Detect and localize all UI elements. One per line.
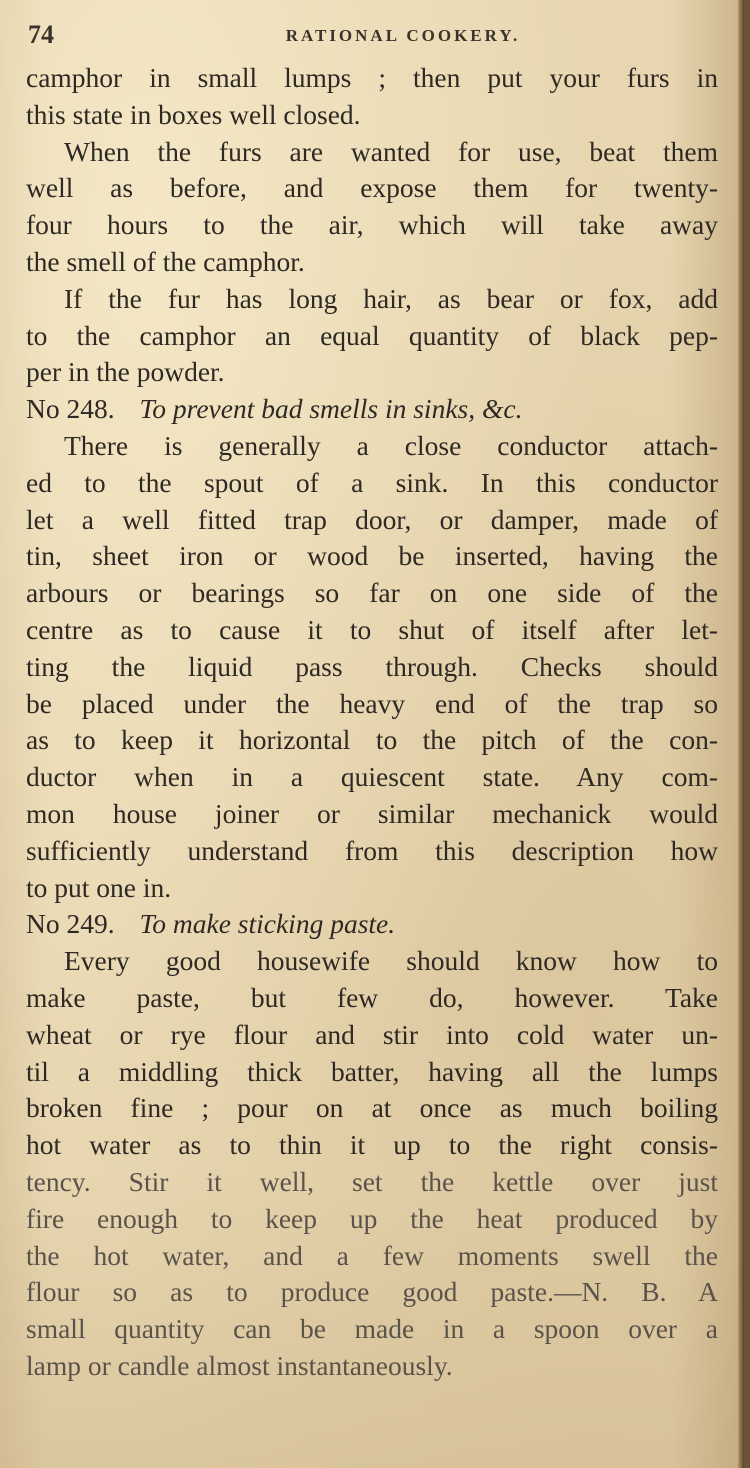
text-line: ed to the spout of a sink. In this conductor (26, 466, 718, 498)
text-line: to the camphor an equal quantity of black pep- (26, 319, 718, 351)
text-line: camphor in small lumps ; then put your furs in (26, 62, 718, 93)
text-line: arbours or bearings so far on one side of the (26, 577, 718, 609)
recipe-number: No 248. (26, 393, 115, 425)
text-line: per in the powder. (26, 356, 225, 388)
text-line: four hours to the air, which will take away (26, 209, 718, 241)
recipe-heading-249 (26, 906, 718, 943)
text-line: til a middling thick batter, having all the lumps (26, 1055, 718, 1087)
recipe-title: To make sticking paste. (139, 908, 396, 940)
text-line: When the furs are wanted for use, beat them (64, 135, 718, 167)
recipe-number: No 249. (26, 908, 115, 940)
text-line: fire enough to keep up the heat produced by (26, 1202, 718, 1234)
recipe-heading-248 (26, 391, 718, 428)
text-line: ductor when in a quiescent state. Any com- (26, 761, 718, 793)
text-line: to put one in. (26, 871, 172, 903)
text-line: centre as to cause it to shut of itself after let- (26, 613, 718, 645)
page-number: 74 (28, 20, 54, 49)
text-line: well as before, and expose them for twenty- (26, 172, 718, 204)
page-edge (738, 0, 744, 1468)
text-line: this state in boxes well closed. (26, 98, 361, 130)
page-header (28, 20, 718, 54)
text-line: sufficiently understand from this description how (26, 834, 718, 866)
text-line: ting the liquid pass through. Checks should (26, 650, 718, 682)
page-text (26, 60, 718, 1385)
text-line: the hot water, and a few moments swell the (26, 1239, 718, 1271)
text-line: If the fur has long hair, as bear or fox, add (64, 282, 718, 314)
text-line: lamp or candle almost instantaneously. (26, 1349, 453, 1381)
text-line: hot water as to thin it up to the right consis- (26, 1129, 718, 1161)
text-line: flour so as to produce good paste.—N. B. A (26, 1276, 718, 1308)
text-line: Every good housewife should know how to (64, 945, 718, 977)
text-line: mon house joiner or similar mechanick would (26, 797, 718, 829)
text-line: as to keep it horizontal to the pitch of the con- (26, 724, 718, 756)
text-line: the smell of the camphor. (26, 245, 305, 277)
text-line: tin, sheet iron or wood be inserted, having the (26, 540, 718, 572)
text-line: There is generally a close conductor attach- (64, 429, 718, 461)
text-line: make paste, but few do, however. Take (26, 981, 718, 1013)
text-line: wheat or rye flour and stir into cold water un- (26, 1018, 718, 1050)
recipe-title: To prevent bad smells in sinks, &c. (139, 393, 523, 425)
text-line: let a well fitted trap door, or damper, made of (26, 503, 718, 535)
text-line: small quantity can be made in a spoon over a (26, 1313, 718, 1345)
text-line: broken fine ; pour on at once as much boiling (26, 1092, 718, 1124)
text-line: be placed under the heavy end of the trap so (26, 687, 718, 719)
text-line: tency. Stir it well, set the kettle over just (26, 1165, 718, 1197)
running-head: RATIONAL COOKERY. (285, 26, 521, 45)
